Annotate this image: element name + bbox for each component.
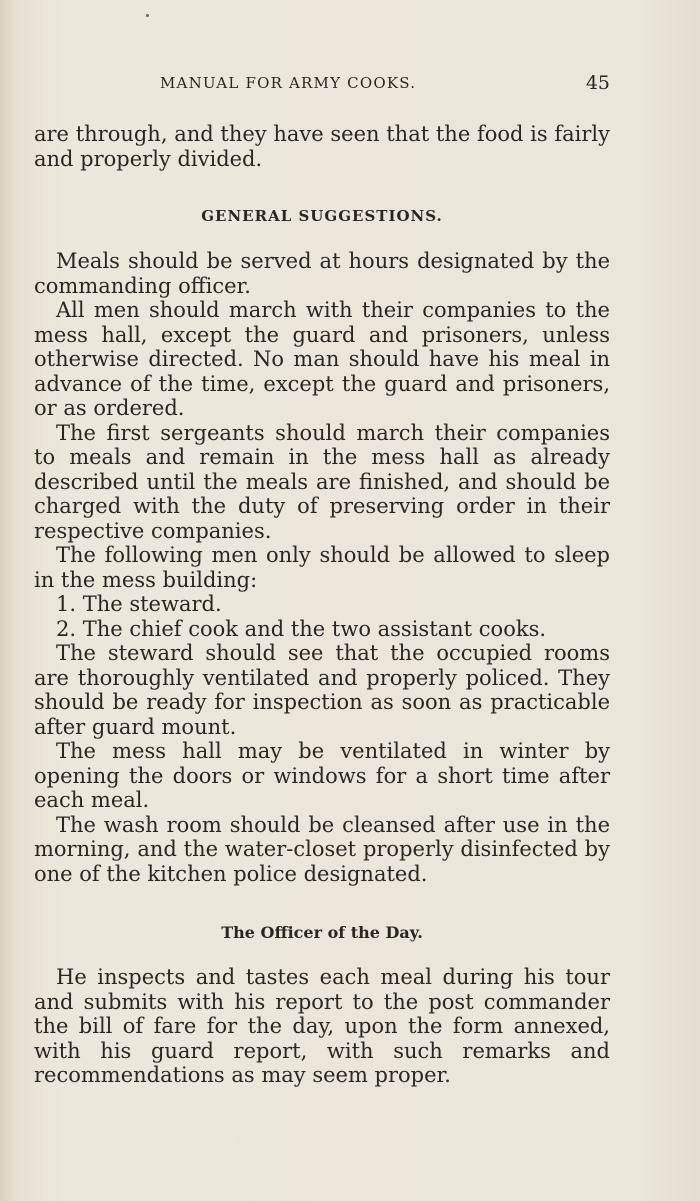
list-item-steward: 1. The steward. [56, 592, 222, 616]
subheading: The Officer of the Day. [221, 923, 423, 942]
running-head [160, 72, 610, 98]
paragraph-sleep: The following men only should be allowed to sleep in the mess building: [34, 543, 610, 592]
paragraph-meals: Meals should be served at hours designated by the commanding officer. [34, 249, 610, 298]
paragraph-march: All men should march with their companies to the mess hall, except the guard and prisoners, unless otherwise directed. No man should have his meal in advance of the time, except the guard and prisoners, or as ordered. [34, 298, 610, 420]
continuation-paragraph: are through, and they have seen that the food is fairly and properly divided. [34, 122, 610, 171]
paragraph-steward: The steward should see that the occupied rooms are thoroughly ventilated and properly policed. They should be ready for inspection as soon as practicable after guard mount. [34, 641, 610, 739]
page-number: 45 [585, 72, 610, 94]
paper-speck [146, 14, 149, 17]
paragraph-wash-room: The wash room should be cleansed after use in the morning, and the water-closet properly disinfected by one of the kitchen police designated. [34, 812, 610, 886]
running-title: MANUAL FOR ARMY COOKS. [160, 74, 417, 92]
paragraph-sergeants: The first sergeants should march their companies to meals and remain in the mess hall as already described until the meals are finished, and should be charged with the duty of preserving order in their respective companies. [34, 420, 610, 543]
list-item-cooks: 2. The chief cook and the two assistant cooks. [56, 616, 547, 641]
section-heading: GENERAL SUGGESTIONS. [201, 207, 443, 225]
body-text [34, 122, 610, 1088]
paragraph-ventilation: The mess hall may be ventilated in winter by opening the doors or windows for a short time after each meal. [34, 739, 610, 812]
paragraph-officer: He inspects and tastes each meal during his tour and submits with his report to the post commander the bill of fare for the day, upon the form annexed, with his guard report, with such remarks and recommendations as may seem proper. [34, 965, 610, 1087]
